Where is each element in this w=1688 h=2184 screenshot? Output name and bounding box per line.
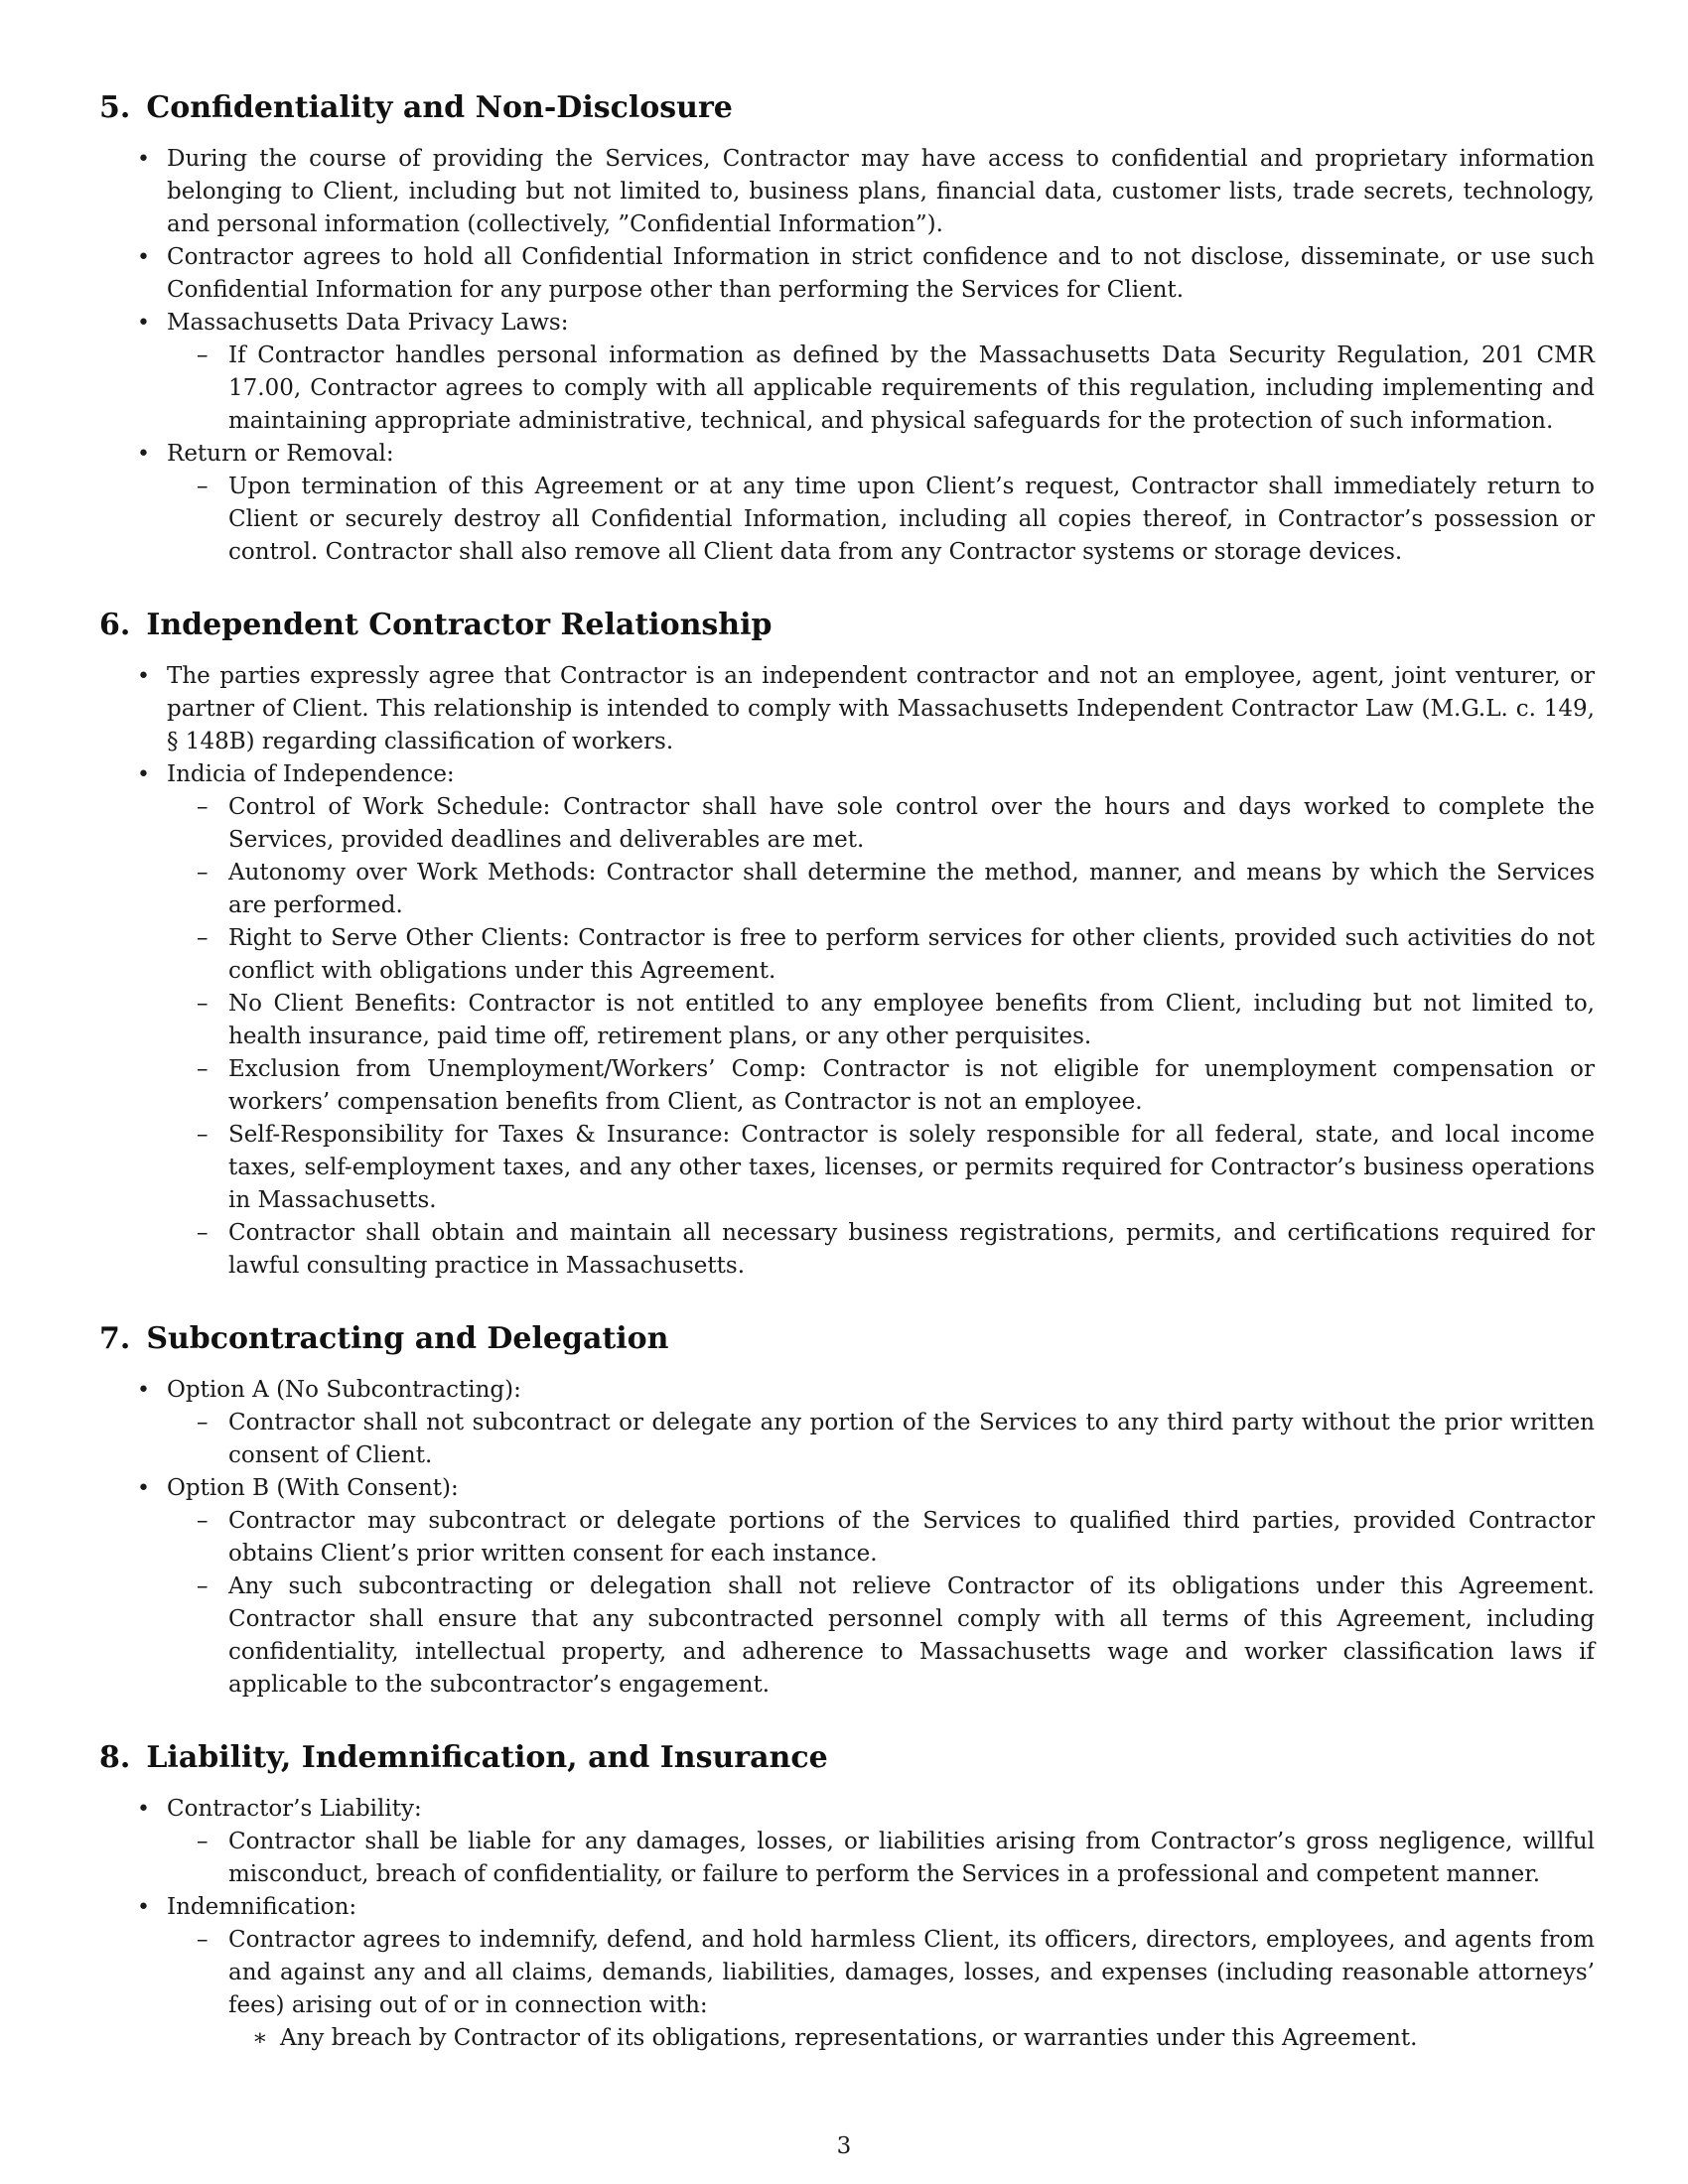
sub-list-item	[167, 1826, 1595, 1891]
list-item-text: Indicia of Independence:	[167, 761, 455, 787]
section-title: Liability, Indemnification, and Insurance	[146, 1740, 828, 1775]
section-title: Subcontracting and Delegation	[146, 1321, 669, 1356]
list-item-text: During the course of providing the Services, Contractor may have access to confidential and proprietary information belonging to Client, including but not limited to, business plans, financial data, customer lists, trade secrets, technology, and personal information (collectively, ”Confidential Information”).	[167, 146, 1595, 237]
list-item	[99, 660, 1595, 758]
list-item	[99, 1793, 1595, 1891]
section-heading	[99, 605, 1595, 646]
sub-list-item	[167, 471, 1595, 569]
document-page	[99, 87, 1595, 2091]
list-item	[99, 1891, 1595, 2055]
sub-list	[167, 340, 1595, 438]
section-6	[99, 605, 1595, 1283]
page-number: 3	[836, 2133, 852, 2159]
sub-list-item-text: Contractor shall be liable for any damages, losses, or liabilities arising from Contractor’s gross negligence, willful misconduct, breach of confidentiality, or failure to perform the Services in a professional and competent manner.	[228, 1829, 1595, 1887]
sub-list-item	[167, 1570, 1595, 1702]
section-7	[99, 1318, 1595, 1702]
section-heading	[99, 1318, 1595, 1360]
sub-list	[167, 471, 1595, 569]
sub-list-item-text: Contractor shall not subcontract or delegate any portion of the Services to any third party without the prior written consent of Client.	[228, 1410, 1595, 1468]
section-number: 6.	[99, 608, 131, 642]
sub-list-item	[167, 1407, 1595, 1472]
bullet-list	[99, 1793, 1595, 2055]
list-item	[99, 1472, 1595, 1702]
list-item-text: Return or Removal:	[167, 441, 394, 467]
list-item	[99, 1374, 1595, 1472]
list-item	[99, 307, 1595, 438]
sub-list-item	[167, 791, 1595, 857]
list-item-text: Massachusetts Data Privacy Laws:	[167, 310, 569, 336]
sub-list-item-text: If Contractor handles personal information as defined by the Massachusetts Data Security Regulation, 201 CMR 17.00, Contractor agrees to comply with all applicable requirements of this regulation, including implementing and maintaining appropriate administrative, technical, and physical safeguards for the protection of such information.	[228, 342, 1595, 434]
sub-list-item	[167, 922, 1595, 988]
section-number: 5.	[99, 90, 131, 125]
section-5	[99, 87, 1595, 569]
bullet-list	[99, 660, 1595, 1283]
list-item	[99, 438, 1595, 569]
sub-list	[167, 1826, 1595, 1891]
bullet-list	[99, 143, 1595, 569]
sub-list-item	[167, 1119, 1595, 1217]
sub-list-item	[167, 340, 1595, 438]
sub-list-item-text: Control of Work Schedule: Contractor shall have sole control over the hours and days worked to complete the Services, provided deadlines and deliverables are met.	[228, 794, 1595, 853]
list-item-text: Indemnification:	[167, 1894, 357, 1920]
sub-list-item-text: Contractor agrees to indemnify, defend, and hold harmless Client, its officers, directors, employees, and agents from and against any and all claims, demands, liabilities, damages, losses, and expenses (including reasonable attorneys’ fees) arising out of or in connection with:	[228, 1927, 1595, 2018]
sub-list-item	[167, 1053, 1595, 1119]
section-title: Confidentiality and Non-Disclosure	[146, 90, 733, 125]
list-item-text: Contractor’s Liability:	[167, 1796, 422, 1822]
list-item-text: Option A (No Subcontracting):	[167, 1377, 521, 1403]
section-heading	[99, 87, 1595, 129]
sub-list-item-text: Self-Responsibility for Taxes & Insurance: Contractor is solely responsible for all federal, state, and local income taxes, self-employment taxes, and any other taxes, licenses, or permits required for Contractor’s business operations in Massachusetts.	[228, 1122, 1595, 1213]
sub-list-item-text: Right to Serve Other Clients: Contractor is free to perform services for other clients, provided such activities do not conflict with obligations under this Agreement.	[228, 925, 1595, 984]
sub-list-item-text: Contractor may subcontract or delegate portions of the Services to qualified third parties, provided Contractor obtains Client’s prior written consent for each instance.	[228, 1508, 1595, 1567]
section-title: Independent Contractor Relationship	[146, 608, 773, 642]
sub-list	[167, 1505, 1595, 1702]
list-item	[99, 758, 1595, 1283]
sub-sub-list-item-text: Any breach by Contractor of its obligations, representations, or warranties under this Agreement.	[280, 2025, 1418, 2051]
section-number: 7.	[99, 1321, 131, 1356]
section-heading	[99, 1737, 1595, 1779]
list-item	[99, 241, 1595, 307]
sub-sub-list	[228, 2022, 1595, 2055]
sub-list-item-text: No Client Benefits: Contractor is not entitled to any employee benefits from Client, including but not limited to, health insurance, paid time off, retirement plans, or any other perquisites.	[228, 991, 1595, 1049]
section-number: 8.	[99, 1740, 131, 1775]
list-item-text: Option B (With Consent):	[167, 1475, 459, 1501]
list-item-text: Contractor agrees to hold all Confidential Information in strict confidence and to not disclose, disseminate, or use such Confidential Information for any purpose other than performing the Services for Client.	[167, 244, 1595, 303]
sub-list-item	[167, 1505, 1595, 1570]
sub-list-item	[167, 988, 1595, 1053]
sub-list-item-text: Contractor shall obtain and maintain all necessary business registrations, permits, and certifications required for lawful consulting practice in Massachusetts.	[228, 1220, 1595, 1279]
list-item	[99, 143, 1595, 241]
sub-list-item	[167, 1217, 1595, 1283]
sub-sub-list-item	[228, 2022, 1595, 2055]
sub-list-item	[167, 1924, 1595, 2055]
sub-list	[167, 1924, 1595, 2055]
sub-list-item-text: Autonomy over Work Methods: Contractor shall determine the method, manner, and means by which the Services are performed.	[228, 860, 1595, 918]
sub-list	[167, 1407, 1595, 1472]
sub-list-item-text: Any such subcontracting or delegation shall not relieve Contractor of its obligations under this Agreement. Contractor shall ensure that any subcontracted personnel comply with all terms of this Agreement, including confidentiality, intellectual property, and adherence to Massachusetts wage and worker classification laws if applicable to the subcontractor’s engagement.	[228, 1573, 1595, 1698]
sub-list-item	[167, 857, 1595, 922]
sub-list-item-text: Upon termination of this Agreement or at any time upon Client’s request, Contractor shall immediately return to Client or securely destroy all Confidential Information, including all copies thereof, in Contractor’s possession or control. Contractor shall also remove all Client data from any Contractor systems or storage devices.	[228, 474, 1595, 565]
bullet-list	[99, 1374, 1595, 1702]
sub-list-item-text: Exclusion from Unemployment/Workers’ Comp: Contractor is not eligible for unemployment compensation or workers’ compensation benefits from Client, as Contractor is not an employee.	[228, 1056, 1595, 1115]
sub-list	[167, 791, 1595, 1283]
section-8	[99, 1737, 1595, 2055]
list-item-text: The parties expressly agree that Contractor is an independent contractor and not an employee, agent, joint venturer, or partner of Client. This relationship is intended to comply with Massachusetts Independent Contractor Law (M.G.L. c. 149, § 148B) regarding classification of workers.	[167, 663, 1595, 754]
